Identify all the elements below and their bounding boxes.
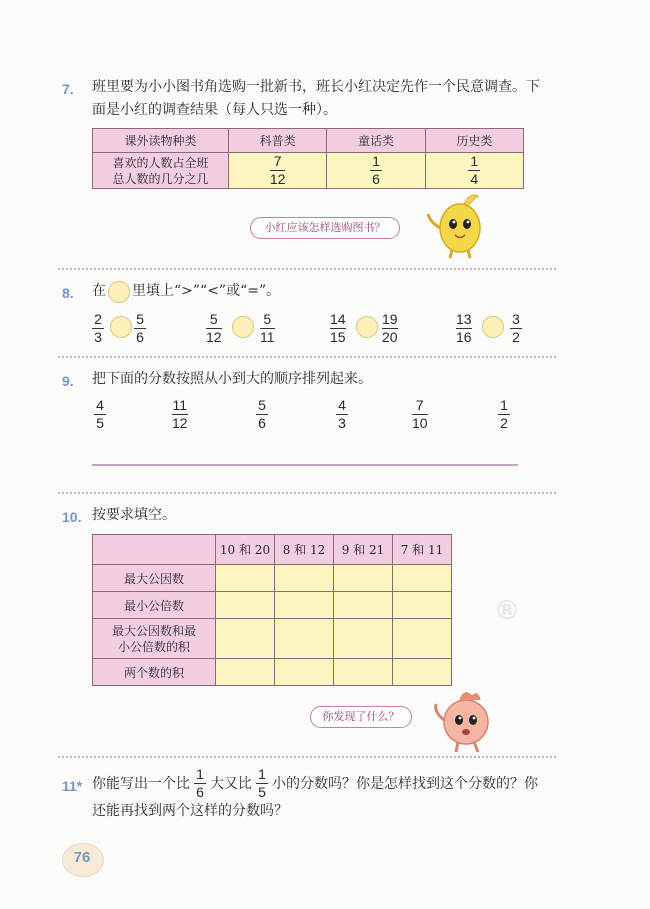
fraction-numerator: 1 bbox=[500, 397, 508, 413]
fraction-numerator: 19 bbox=[382, 311, 398, 327]
row-label-product: 两个数的积 bbox=[93, 659, 216, 686]
answer-cell[interactable] bbox=[393, 619, 452, 659]
answer-cell[interactable] bbox=[334, 619, 393, 659]
answer-cell[interactable] bbox=[393, 592, 452, 619]
question-7-text-line2: 面是小红的调查结果（每人只选一种）。 bbox=[92, 102, 337, 118]
answer-cell[interactable] bbox=[216, 659, 275, 686]
row-label-gcd: 最大公因数 bbox=[93, 565, 216, 592]
gcd-lcm-col-1: 10 和 20 bbox=[216, 535, 275, 565]
fraction-denominator: 6 bbox=[258, 415, 266, 431]
fraction-denominator: 4 bbox=[470, 171, 479, 187]
answer-cell[interactable] bbox=[334, 659, 393, 686]
question-11-line1 bbox=[92, 765, 538, 800]
fraction-numerator: 1 bbox=[470, 153, 479, 169]
question-11-line2: 还能再找到两个这样的分数吗？ bbox=[92, 803, 288, 819]
row-label-lcm: 最小公倍数 bbox=[93, 592, 216, 619]
question-8-text-after: 里填上“>”“<”或“=”。 bbox=[132, 283, 281, 299]
question-11-number: 11* bbox=[62, 778, 83, 794]
fraction-numerator: 3 bbox=[512, 311, 520, 327]
section-divider bbox=[58, 492, 556, 494]
fraction-denominator: 5 bbox=[96, 415, 104, 431]
question-10-number: 10. bbox=[62, 509, 82, 525]
page-number: 76 bbox=[73, 849, 91, 866]
section-divider bbox=[58, 356, 556, 358]
answer-cell[interactable] bbox=[275, 659, 334, 686]
answer-cell[interactable] bbox=[216, 619, 275, 659]
fraction-denominator: 2 bbox=[500, 415, 508, 431]
fraction-numerator: 4 bbox=[96, 397, 104, 413]
fraction-numerator: 1 bbox=[258, 765, 266, 782]
answer-cell[interactable] bbox=[216, 592, 275, 619]
question-7-number: 7. bbox=[62, 81, 74, 97]
fraction-numerator: 5 bbox=[258, 397, 266, 413]
fraction-numerator: 11 bbox=[172, 397, 188, 413]
question-7-text-line1: 班里要为小小图书角选购一批新书，班长小红决定先作一个民意调查。下 bbox=[92, 79, 540, 95]
row-label-line1: 最大公因数和最 bbox=[111, 623, 196, 638]
comparison-answer-circle[interactable] bbox=[110, 316, 132, 338]
fraction-numerator: 1 bbox=[196, 765, 204, 782]
survey-header-fairytale: 童话类 bbox=[327, 129, 425, 153]
answer-cell[interactable] bbox=[275, 619, 334, 659]
survey-cell-history bbox=[425, 153, 523, 189]
fraction-numerator: 5 bbox=[209, 311, 218, 327]
section-divider bbox=[58, 268, 556, 270]
fraction-numerator: 5 bbox=[136, 311, 144, 327]
question-11-text-part1: 你能写出一个比 bbox=[92, 776, 190, 792]
fraction-denominator: 5 bbox=[258, 783, 266, 800]
question-11-text-part3: 小的分数吗？你是怎样找到这个分数的？你 bbox=[272, 776, 538, 792]
fraction-denominator: 6 bbox=[196, 783, 204, 800]
fraction-denominator: 2 bbox=[512, 329, 520, 345]
fraction-denominator: 3 bbox=[94, 329, 102, 345]
fraction-denominator: 6 bbox=[372, 171, 380, 187]
question-9-fraction-list bbox=[94, 398, 524, 434]
fraction-denominator: 16 bbox=[456, 329, 472, 345]
gcd-lcm-col-4: 7 和 11 bbox=[393, 535, 452, 565]
question-10-speech-bubble: 你发现了什么？ bbox=[310, 706, 412, 728]
answer-line[interactable] bbox=[92, 464, 518, 466]
answer-cell[interactable] bbox=[334, 592, 393, 619]
survey-row-label bbox=[93, 153, 229, 189]
answer-cell[interactable] bbox=[275, 592, 334, 619]
fraction-numerator: 4 bbox=[338, 397, 346, 413]
comparison-answer-circle[interactable] bbox=[482, 316, 504, 338]
survey-header-category: 课外读物种类 bbox=[93, 129, 229, 153]
answer-cell[interactable] bbox=[334, 565, 393, 592]
survey-cell-science bbox=[229, 153, 327, 189]
fraction-denominator: 20 bbox=[382, 329, 398, 345]
gcd-lcm-col-2: 8 和 12 bbox=[275, 535, 334, 565]
question-8-number: 8. bbox=[62, 285, 74, 301]
fraction-denominator: 12 bbox=[206, 329, 222, 345]
question-11-text-part2: 大又比 bbox=[210, 776, 252, 792]
survey-table bbox=[92, 128, 524, 189]
gcd-lcm-table bbox=[92, 534, 452, 686]
comparison-answer-circle[interactable] bbox=[356, 316, 378, 338]
question-8-text-before: 在 bbox=[92, 283, 106, 299]
fraction-denominator: 3 bbox=[338, 415, 346, 431]
row-label-line2: 小公倍数的积 bbox=[117, 639, 190, 654]
survey-header-science: 科普类 bbox=[229, 129, 327, 153]
mascot-yellow-illustration bbox=[424, 188, 490, 260]
comparison-circle-example bbox=[108, 281, 130, 303]
survey-row-label-line1: 喜欢的人数占全班 bbox=[112, 155, 209, 170]
gcd-lcm-col-3: 9 和 21 bbox=[334, 535, 393, 565]
comparison-answer-circle[interactable] bbox=[232, 316, 254, 338]
question-7-speech-bubble: 小红应该怎样选购图书？ bbox=[250, 217, 400, 239]
question-9-text: 把下面的分数按照从小到大的顺序排列起来。 bbox=[92, 371, 372, 387]
fraction-denominator: 12 bbox=[172, 415, 188, 431]
answer-cell[interactable] bbox=[216, 565, 275, 592]
answer-cell[interactable] bbox=[275, 565, 334, 592]
watermark-registered-mark: ® bbox=[494, 596, 520, 626]
fraction-denominator: 10 bbox=[412, 415, 428, 431]
fraction-numerator: 1 bbox=[372, 153, 380, 169]
fraction-numerator: 7 bbox=[415, 397, 424, 413]
fraction-denominator: 6 bbox=[136, 329, 144, 345]
fraction-denominator: 12 bbox=[269, 171, 286, 187]
section-divider bbox=[58, 756, 556, 758]
mascot-pink-illustration bbox=[430, 684, 500, 756]
survey-row-label-line2: 总人数的几分之几 bbox=[112, 171, 209, 186]
fraction-numerator: 13 bbox=[456, 311, 472, 327]
survey-cell-fairytale bbox=[327, 153, 425, 189]
survey-header-history: 历史类 bbox=[425, 129, 523, 153]
fraction-numerator: 7 bbox=[273, 153, 282, 169]
fraction-denominator: 15 bbox=[330, 329, 346, 345]
question-10-text: 按要求填空。 bbox=[92, 507, 176, 523]
fraction-numerator: 2 bbox=[94, 311, 102, 327]
fraction-denominator: 11 bbox=[260, 329, 275, 345]
question-9-number: 9. bbox=[62, 373, 74, 389]
fraction-numerator: 5 bbox=[263, 311, 272, 327]
answer-cell[interactable] bbox=[393, 659, 452, 686]
row-label-gcd-lcm-product bbox=[93, 619, 216, 659]
answer-cell[interactable] bbox=[393, 565, 452, 592]
fraction-numerator: 14 bbox=[330, 311, 346, 327]
gcd-lcm-corner bbox=[93, 535, 216, 565]
